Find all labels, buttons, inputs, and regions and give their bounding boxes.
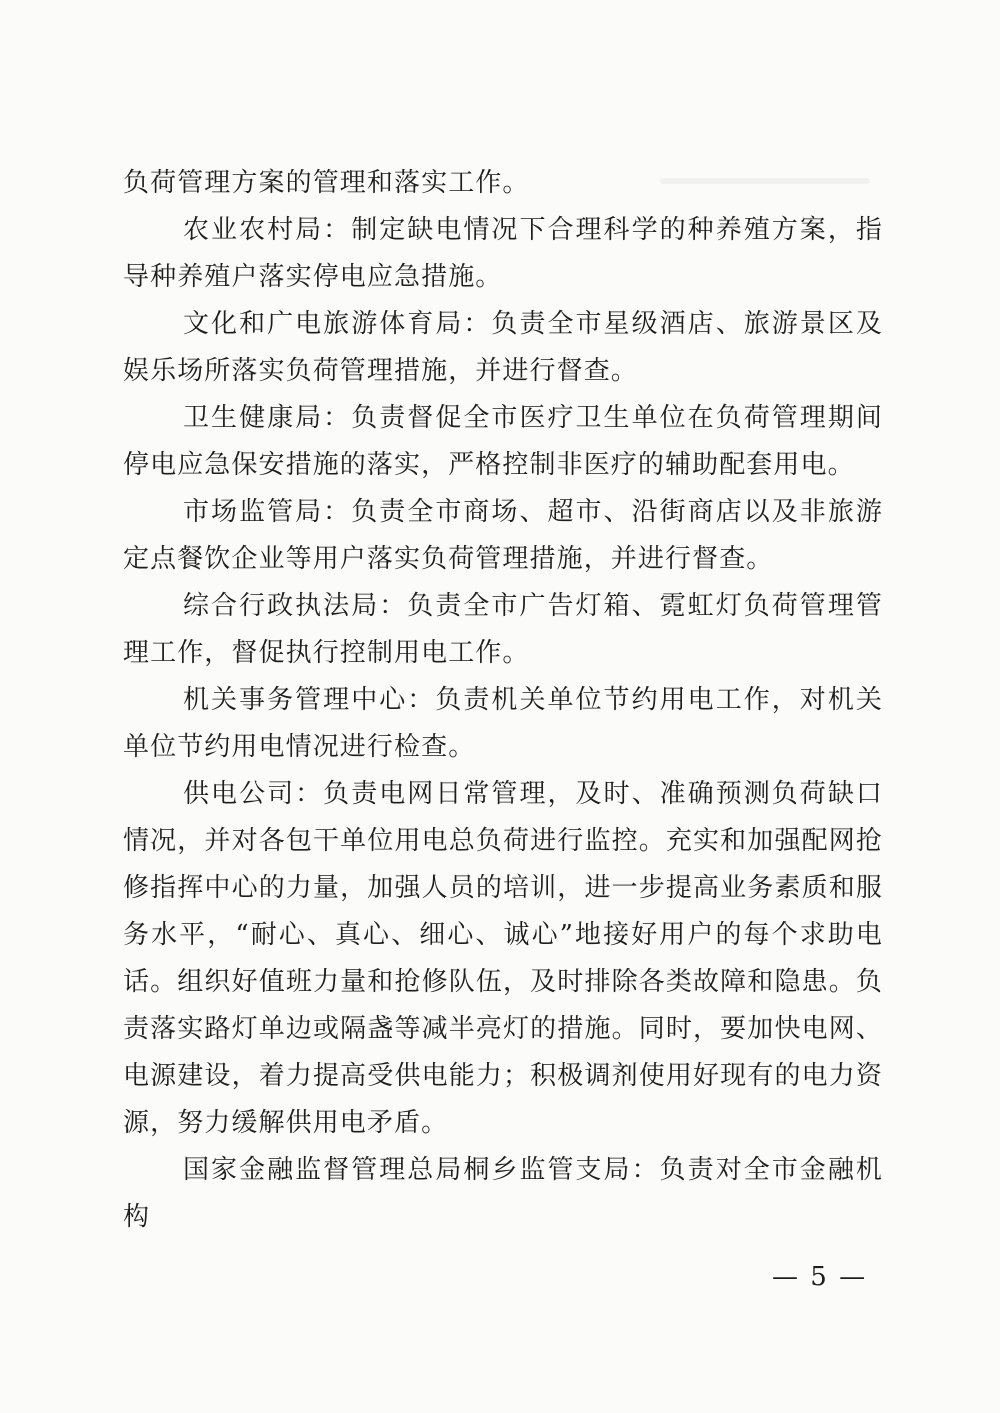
paragraph-affairs-management-center: 机关事务管理中心：负责机关单位节约用电工作，对机关单位节约用电情况进行检查。 bbox=[123, 685, 883, 762]
paragraph-health-bureau: 卫生健康局：负责督促全市医疗卫生单位在负荷管理期间停电应急保安措施的落实，严格控制非医疗的辅助配套用电。 bbox=[123, 403, 883, 480]
paragraph-culture-tourism-bureau: 文化和广电旅游体育局：负责全市星级酒店、旅游景区及娱乐场所落实负荷管理措施，并进行督查。 bbox=[123, 309, 883, 386]
paragraph-market-supervision-bureau: 市场监管局：负责全市商场、超市、沿街商店以及非旅游定点餐饮企业等用户落实负荷管理措施，并进行督查。 bbox=[123, 497, 883, 574]
page-number: — 5 — bbox=[772, 1262, 868, 1292]
paragraph-financial-regulation-branch: 国家金融监督管理总局桐乡监管支局：负责对全市金融机构 bbox=[123, 1155, 883, 1232]
body-text bbox=[123, 160, 883, 1241]
paragraph-law-enforcement-bureau: 综合行政执法局：负责全市广告灯箱、霓虹灯负荷管理管理工作，督促执行控制用电工作。 bbox=[123, 591, 883, 668]
paragraph-continuation: 负荷管理方案的管理和落实工作。 bbox=[123, 168, 530, 198]
paragraph-agriculture-bureau: 农业农村局：制定缺电情况下合理科学的种养殖方案，指导种养殖户落实停电应急措施。 bbox=[123, 215, 883, 292]
paragraph-power-supply-company: 供电公司：负责电网日常管理，及时、准确预测负荷缺口情况，并对各包干单位用电总负荷进行监控。充实和加强配网抢修指挥中心的力量，加强人员的培训，进一步提高业务素质和服务水平，“耐心、真心、细心、诚心”地接好用户的每个求助电话。组织好值班力量和抢修队伍，及时排除各类故障和隐患。负责落实路灯单边或隔盏等减半亮灯的措施。同时，要加快电网、电源建设，着力提高受供电能力；积极调剂使用好现有的电力资源，努力缓解供用电矛盾。 bbox=[123, 779, 883, 1138]
